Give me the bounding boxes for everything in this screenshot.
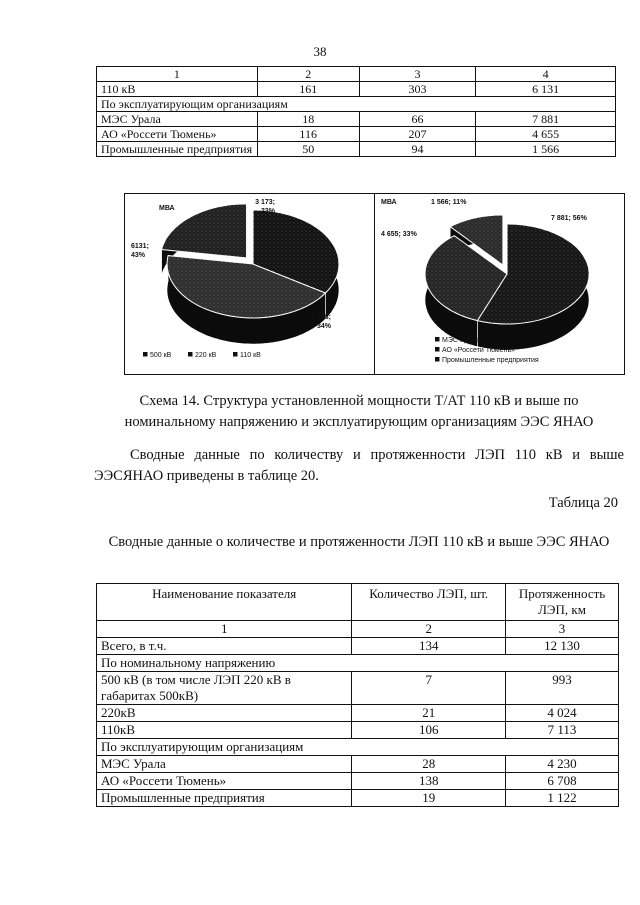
capacity-table [96,66,616,157]
legend-swatch [435,337,440,342]
section-label: По эксплуатирующим организациям [97,97,616,112]
table-cell: 7 113 [506,722,619,739]
table-cell: Промышленные предприятия [97,142,258,157]
table-cell: 3 [506,621,619,638]
legend-swatch [233,352,238,357]
legend-label: Промышленные предприятия [442,357,539,364]
chart-unit-label: МВА [381,199,397,206]
legend-label: 110 кВ [240,352,261,359]
table-cell: 500 кВ (в том числе ЛЭП 220 кВ в габаритах 500кВ) [97,672,352,705]
slice-data-label: 1 566; 11% [431,199,467,206]
table-row [97,112,616,127]
table-cell: 7 881 [476,112,616,127]
table-title: Сводные данные о количестве и протяженности ЛЭП 110 кВ и выше ЭЭС ЯНАО [108,534,610,550]
legend-swatch [188,352,193,357]
table-cell: 21 [352,705,506,722]
column-header: Наименование показателя [97,584,352,621]
pie-slice-texture [162,204,247,258]
table-cell: 993 [506,672,619,705]
table-cell: 116 [257,127,359,142]
table-cell: 12 130 [506,638,619,655]
table-cell: 4 [476,67,616,82]
table-row [97,722,619,739]
slice-data-label: 7 881; 56% [551,215,587,222]
legend-swatch [143,352,148,357]
slice-data-label: 3 173; 23% [255,199,275,215]
section-label: По эксплуатирующим организациям [97,739,619,756]
table-cell: 19 [352,790,506,807]
voltage-pie-svg [125,194,374,374]
table-row [97,127,616,142]
table-cell: 6 131 [476,82,616,97]
table-cell: 303 [359,82,476,97]
table-cell: 94 [359,142,476,157]
legend-label: МЭС Урала [442,337,480,344]
table-cell: 2 [257,67,359,82]
column-header: Количество ЛЭП, шт. [352,584,506,621]
table-cell: 110 кВ [97,82,258,97]
table-row [97,142,616,157]
table-cell: МЭС Урала [97,756,352,773]
table-cell: 28 [352,756,506,773]
page-number: 38 [313,44,327,59]
slice-data-label: 6131; 43% [131,243,149,259]
table-row [97,638,619,655]
table-row [97,705,619,722]
table-row [97,621,619,638]
table-cell: 18 [257,112,359,127]
table-cell: 3 [359,67,476,82]
table-row [97,756,619,773]
table-cell: 1 [97,621,352,638]
legend-label: 500 кВ [150,352,172,359]
section-label: По номинальному напряжению [97,655,619,672]
table-cell: Промышленные предприятия [97,790,352,807]
table-cell: 7 [352,672,506,705]
table-cell: 6 708 [506,773,619,790]
table-cell: 1 566 [476,142,616,157]
organization-pie-chart [374,193,625,375]
legend-swatch [435,347,440,352]
table-cell: АО «Россети Тюмень» [97,773,352,790]
table-label: Таблица 20 [548,495,618,511]
organization-pie-svg [375,194,624,374]
table-section-row [97,655,619,672]
table-row [97,790,619,807]
table-cell: 4 230 [506,756,619,773]
power-lines-table [96,583,619,807]
figure-caption: Схема 14. Структура установленной мощности Т/АТ 110 кВ и выше по номинальному напряжению и эксплуатирующим организациям ЭЭС ЯНАО [124,393,594,430]
table-row [97,82,616,97]
table-header-row [97,67,616,82]
table-cell: 50 [257,142,359,157]
slice-data-label: 4 798; 34% [311,314,331,330]
table-section-row [97,97,616,112]
table-cell: 2 [352,621,506,638]
table-cell: 134 [352,638,506,655]
table-cell: 106 [352,722,506,739]
table-row [97,773,619,790]
legend-label: 220 кВ [195,352,217,359]
table-cell: 161 [257,82,359,97]
table-cell: МЭС Урала [97,112,258,127]
table-cell: 66 [359,112,476,127]
table-cell: 207 [359,127,476,142]
table-cell: 138 [352,773,506,790]
table-cell: 1 [97,67,258,82]
table-cell: 4 655 [476,127,616,142]
body-paragraph: Сводные данные по количеству и протяженности ЛЭП 110 кВ и выше ЭЭСЯНАО приведены в таблице 20. [94,447,624,484]
legend-label: АО «Россети Тюмень» [442,347,516,354]
table-row [97,672,619,705]
table-header-row [97,584,619,621]
table-section-row [97,739,619,756]
table-cell: 4 024 [506,705,619,722]
voltage-pie-chart [124,193,375,375]
table-cell: АО «Россети Тюмень» [97,127,258,142]
column-header: Протяженность ЛЭП, км [506,584,619,621]
table-cell: 220кВ [97,705,352,722]
slice-data-label: 4 655; 33% [381,231,417,238]
table-cell: 110кВ [97,722,352,739]
table-cell: Всего, в т.ч. [97,638,352,655]
legend-swatch [435,357,440,362]
chart-unit-label: МВА [159,205,175,212]
table-cell: 1 122 [506,790,619,807]
